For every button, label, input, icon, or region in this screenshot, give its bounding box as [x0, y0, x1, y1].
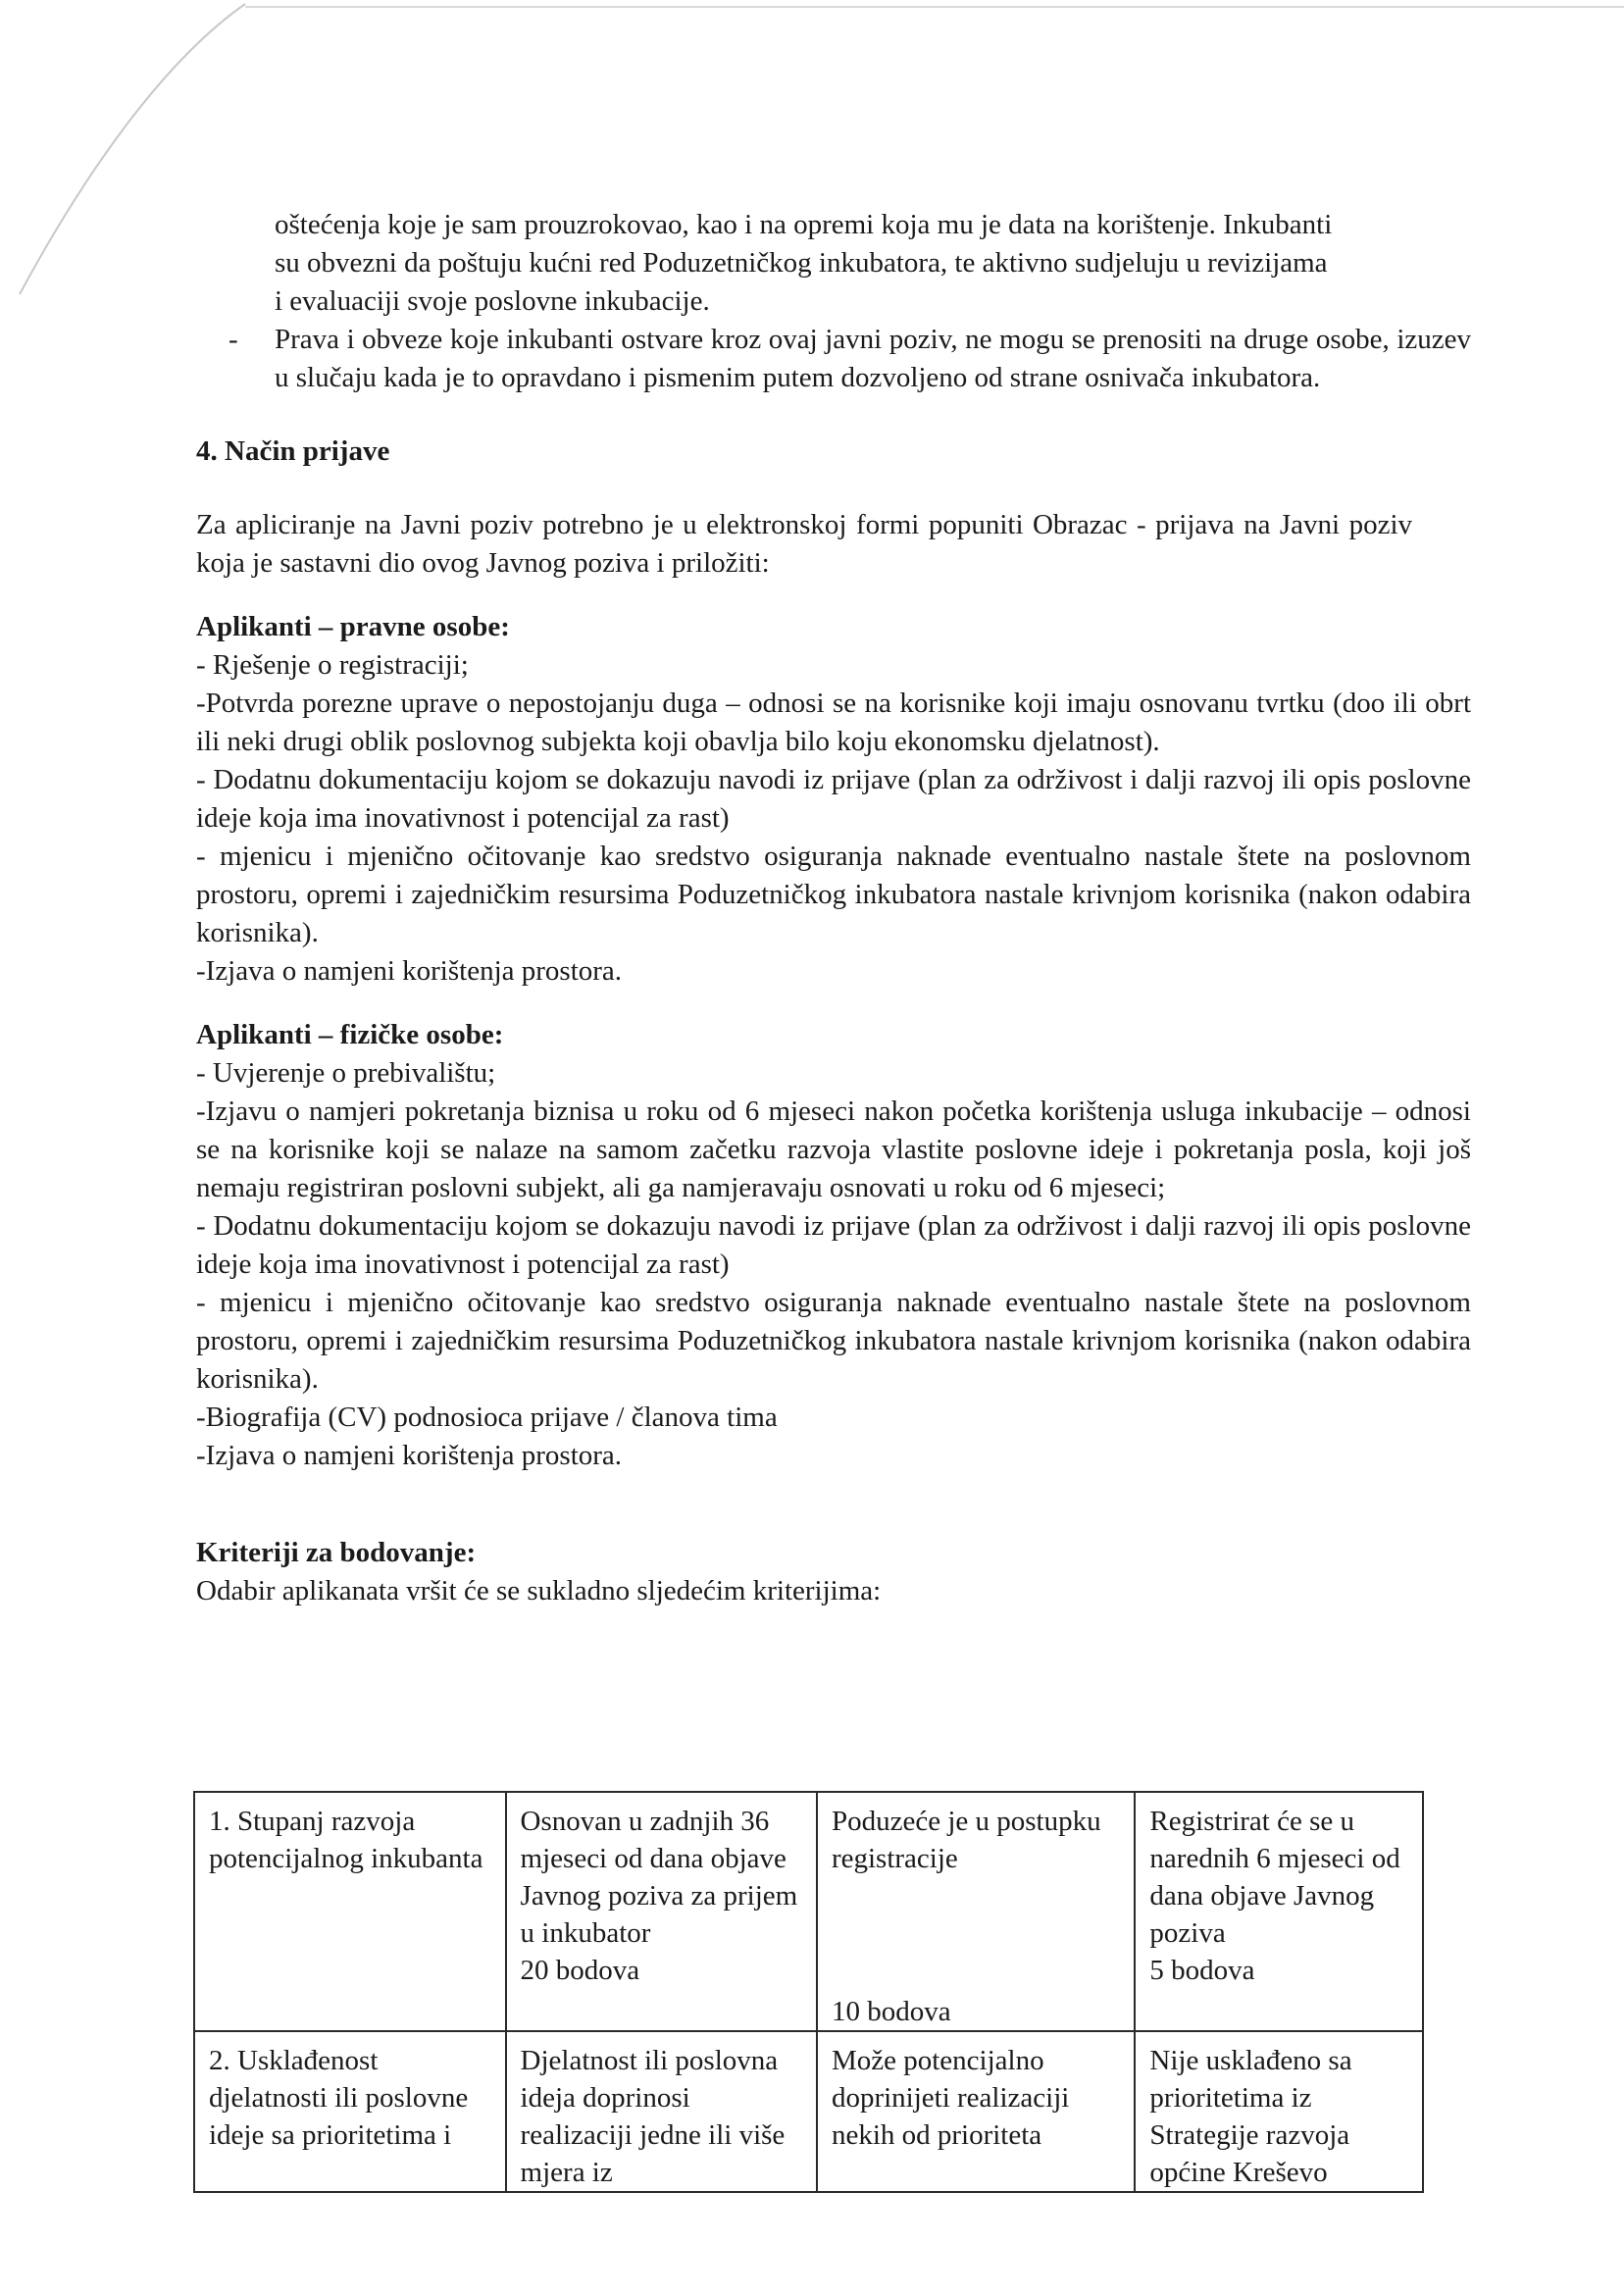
continuation-line: i evaluaciji svoje poslovne inkubacije. [275, 285, 710, 317]
table-row [194, 1792, 1423, 2031]
criterion-option-cell [817, 2031, 1135, 2192]
criterion-option-text: Može potencijalno doprinijeti realizaciji nekih od prioriteta [831, 2045, 1070, 2151]
criterion-label-cell [194, 1792, 506, 2031]
section-4-heading: 4. Način prijave [196, 435, 390, 467]
legal-applicants-list [196, 646, 1471, 991]
criterion-label: 2. Usklađenost djelatnosti ili poslovne ideje sa prioritetima i [209, 2045, 469, 2151]
scan-edge [245, 6, 1624, 8]
list-item: -Izjava o namjeni korištenja prostora. [196, 955, 623, 987]
criterion-option-text: Nije usklađeno sa prioritetima iz Strategije razvoja općine Kreševo [1149, 2045, 1352, 2188]
criterion-option-cell [1135, 1792, 1423, 2031]
bullet-dash: - [228, 324, 238, 355]
document-body [196, 206, 1471, 1610]
list-item: -Potvrda porezne uprave o nepostojanju duga – odnosi se na korisnike koji imaju osnovanu tvrtku (doo ili obrt ili neki drugi oblik poslovnog subjekta koji obavlja bilo koju ekonomsku djelatnost). [196, 688, 1471, 757]
criterion-option-text: Osnovan u zadnjih 36 mjeseci od dana objave Javnog poziva za prijem u inkubator [520, 1806, 798, 1949]
list-item: - Dodatnu dokumentaciju kojom se dokazuju navodi iz prijave (plan za održivost i dalji razvoj ili opis poslovne ideje koja ima inovativnost i potencijal za rast) [196, 764, 1471, 834]
criterion-option-text: Registrirat će se u narednih 6 mjeseci od dana objave Javnog poziva [1149, 1806, 1400, 1949]
rights-bullet-text: Prava i obveze koje inkubanti ostvare kroz ovaj javni poziv, ne mogu se prenositi na druge osobe, izuzev u slučaju kada je to opravdano i pismenim putem dozvoljeno od strane osnivača inkubatora. [275, 324, 1471, 393]
rights-bullet [196, 321, 1471, 397]
continuation-line: oštećenja koje je sam prouzrokovao, kao i na opremi koja mu je data na korištenje. Inkubanti [275, 209, 1333, 240]
table-row [194, 2031, 1423, 2192]
criterion-points: 5 bodova [1149, 1955, 1255, 1986]
list-item: - Uvjerenje o prebivalištu; [196, 1057, 496, 1089]
list-item: - Rješenje o registraciji; [196, 649, 469, 681]
list-item: -Biografija (CV) podnosioca prijave / članova tima [196, 1402, 778, 1433]
list-item: - mjenicu i mjenično očitovanje kao sredstvo osiguranja naknade eventualno nastale štete na poslovnom prostoru, opremi i zajedničkim resursima Poduzetničkog inkubatora nastale krivnjom korisnika (nakon odabira korisnika). [196, 1287, 1471, 1395]
criterion-points: 20 bodova [520, 1955, 640, 1986]
criterion-label: 1. Stupanj razvoja potencijalnog inkubanta [209, 1806, 483, 1874]
criteria-table [193, 1791, 1424, 2193]
criterion-option-cell [506, 1792, 817, 2031]
criteria-heading: Kriteriji za bodovanje: [196, 1537, 477, 1568]
list-item: - mjenicu i mjenično očitovanje kao sredstvo osiguranja naknade eventualno nastale štete na poslovnom prostoru, opremi i zajedničkim resursima Poduzetničkog inkubatora nastale krivnjom korisnika (nakon odabira korisnika). [196, 841, 1471, 948]
natural-applicants-list [196, 1054, 1471, 1475]
continuation-paragraph [196, 206, 1471, 321]
list-item: - Dodatnu dokumentaciju kojom se dokazuju navodi iz prijave (plan za održivost i dalji razvoj ili opis poslovne ideje koja ima inovativnost i potencijal za rast) [196, 1210, 1471, 1280]
criterion-option-text: Poduzeće je u postupku registracije [831, 1806, 1101, 1874]
continuation-line: su obvezni da poštuju kućni red Poduzetničkog inkubatora, te aktivno sudjeluju u revizijama [275, 247, 1328, 279]
section-4-intro: Za apliciranje na Javni poziv potrebno je u elektronskoj formi popuniti Obrazac - prijava na Javni poziv koja je sastavni dio ovog Javnog poziva i priložiti: [196, 509, 1412, 579]
criterion-option-cell [506, 2031, 817, 2192]
criteria-intro: Odabir aplikanata vršit će se sukladno sljedećim kriterijima: [196, 1575, 882, 1606]
criterion-option-cell [817, 1792, 1135, 2031]
legal-applicants-heading: Aplikanti – pravne osobe: [196, 611, 510, 642]
natural-applicants-heading: Aplikanti – fizičke osobe: [196, 1019, 504, 1050]
criterion-points: 10 bodova [831, 1996, 951, 2027]
criterion-option-cell [1135, 2031, 1423, 2192]
list-item: -Izjava o namjeni korištenja prostora. [196, 1440, 623, 1471]
criterion-option-text: Djelatnost ili poslovna ideja doprinosi realizaciji jedne ili više mjera iz [520, 2045, 786, 2188]
list-item: -Izjavu o namjeri pokretanja biznisa u roku od 6 mjeseci nakon početka korištenja usluga inkubacije – odnosi se na korisnike koji se nalaze na samom začetku razvoja vlastite poslovne ideje i pokretanja posla, koji još nemaju registriran poslovni subjekt, ali ga namjeravaju osnovati u roku od 6 mjeseci; [196, 1096, 1471, 1203]
criterion-label-cell [194, 2031, 506, 2192]
